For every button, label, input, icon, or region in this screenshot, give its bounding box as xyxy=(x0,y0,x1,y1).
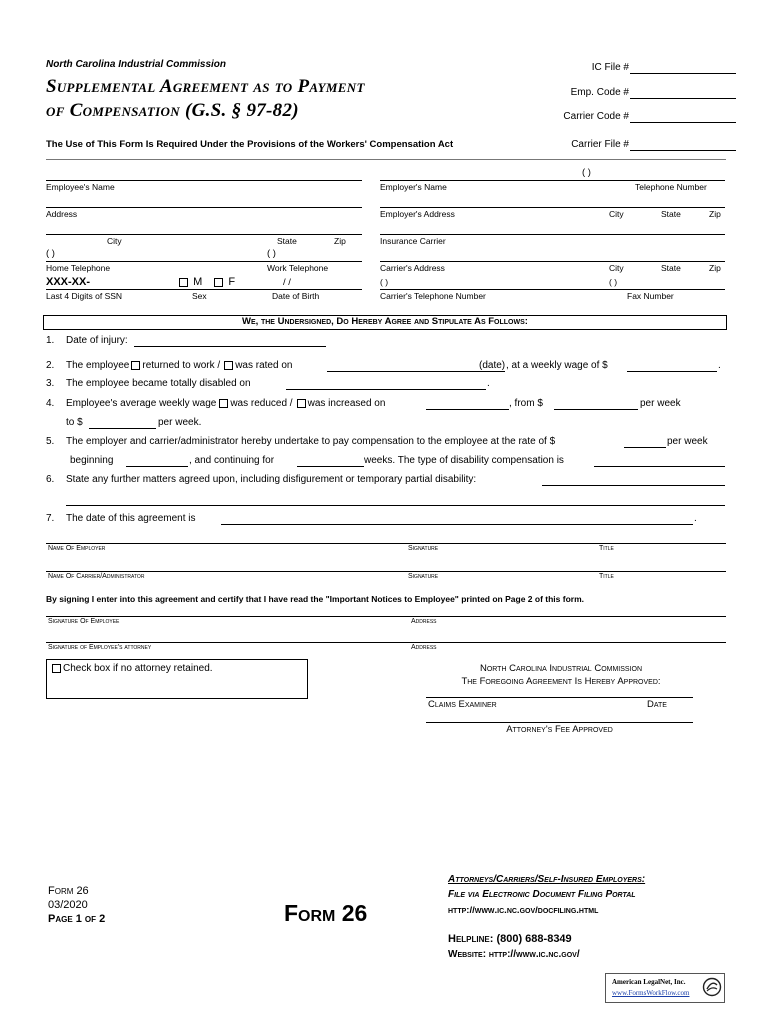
carrier-phone-parens: ( ) xyxy=(380,277,389,287)
website[interactable]: Website: http://www.ic.nc.gov/ xyxy=(448,949,580,960)
form-title-line-2: of Compensation (G.S. § 97-82) xyxy=(46,100,299,121)
item-1-label: Date of injury: xyxy=(66,335,128,346)
weeks-field[interactable] xyxy=(297,466,364,467)
agreement-date-field[interactable] xyxy=(221,524,693,525)
carrier-city-label: City xyxy=(609,263,624,273)
item-5-continuing: , and continuing for xyxy=(189,455,275,466)
fax-parens: ( ) xyxy=(609,277,618,287)
item-7-end: . xyxy=(694,513,697,524)
sex-options xyxy=(179,276,235,288)
wage-increased-checkbox[interactable] xyxy=(297,399,306,408)
sex-m-checkbox[interactable] xyxy=(179,278,188,287)
carrier-file-label: Carrier File # xyxy=(571,139,629,150)
item-2-end: . xyxy=(718,360,721,371)
beginning-date-field[interactable] xyxy=(126,466,188,467)
publisher-stamp xyxy=(605,973,725,1003)
employee-city-state-zip-field[interactable] xyxy=(46,234,362,235)
sex-label: Sex xyxy=(192,291,207,301)
carrier-phone-fax-field[interactable] xyxy=(380,289,725,290)
required-note: The Use of This Form Is Required Under the Provisions of the Workers' Compensation Act xyxy=(46,139,454,150)
wage-reduced-label: was reduced / xyxy=(230,398,293,409)
item-3-label: The employee became totally disabled on xyxy=(66,378,251,389)
item-5-number: 5. xyxy=(46,436,55,447)
file-via-portal: File via Electronic Document Filing Portal xyxy=(448,889,636,900)
attorney-address-label: Address xyxy=(411,644,437,651)
carrier-signature-line[interactable] xyxy=(46,571,726,572)
returned-to-work-label: returned to work / xyxy=(142,360,221,371)
employer-address-label: Employer's Address xyxy=(380,209,455,219)
work-telephone-label: Work Telephone xyxy=(267,263,329,273)
form-title-line-1: Supplemental Agreement as to Payment xyxy=(46,76,365,97)
employer-state-label: State xyxy=(661,209,681,219)
item-5-beginning: beginning xyxy=(70,455,114,466)
carrier-address-field[interactable] xyxy=(380,261,725,262)
returned-to-work-checkbox[interactable] xyxy=(131,361,140,370)
address-label: Address xyxy=(46,209,78,219)
item-2-text xyxy=(66,360,292,371)
item-2-lead: The employee xyxy=(66,360,130,371)
no-attorney-label: Check box if no attorney retained. xyxy=(63,663,213,674)
item-1-number: 1. xyxy=(46,335,55,346)
telephone-number-label: Telephone Number xyxy=(635,182,707,192)
item-6-label: State any further matters agreed upon, including disfigurement or temporary partial disability: xyxy=(66,474,477,485)
carrier-telephone-label: Carrier's Telephone Number xyxy=(380,291,486,301)
filers-heading: Attorneys/Carriers/Self-Insured Employers: xyxy=(448,874,646,885)
item-5-label: The employer and carrier/administrator hereby undertake to pay compensation to the employee at the rate of $ xyxy=(66,436,556,447)
employer-name-label: Employer's Name xyxy=(380,182,447,192)
form-revision: 03/2020 xyxy=(48,899,88,911)
work-phone-parens: ( ) xyxy=(267,248,276,259)
carrier-file-field[interactable] xyxy=(630,150,736,151)
wage-from-field[interactable] xyxy=(554,409,638,410)
employee-signature-label: Signature Of Employee xyxy=(48,618,120,625)
employee-state-label: State xyxy=(277,236,297,246)
employer-signature-label: Signature xyxy=(408,545,439,552)
item-4-to: to $ xyxy=(66,417,83,428)
publisher-url[interactable]: www.FormsWorkFlow.com xyxy=(612,989,690,997)
sex-m-label: M xyxy=(193,276,203,288)
attorney-fee-label: Attorney's Fee Approved xyxy=(506,724,613,735)
emp-code-label: Emp. Code # xyxy=(570,87,629,98)
attorney-signature-line[interactable] xyxy=(46,642,726,643)
item-2-date-field[interactable] xyxy=(327,371,505,372)
emp-code-field[interactable] xyxy=(630,98,736,99)
employer-phone-parens: ( ) xyxy=(582,167,591,178)
sex-f-label: F xyxy=(228,276,236,288)
item-4-per-week-2: per week. xyxy=(158,417,202,428)
attorney-signature-label: Signature of Employee's attorney xyxy=(48,644,152,651)
ssn-value: XXX-XX- xyxy=(46,276,91,288)
employee-name-label: Employee's Name xyxy=(46,182,115,192)
ic-file-field[interactable] xyxy=(630,73,736,74)
header-divider xyxy=(46,159,726,160)
item-5-weeks: weeks. The type of disability compensation is xyxy=(364,455,564,466)
telephones-field[interactable] xyxy=(46,261,362,262)
item-2-number: 2. xyxy=(46,360,55,371)
further-matters-field[interactable] xyxy=(542,485,725,486)
was-rated-label: was rated on xyxy=(235,360,293,371)
dob-slashes: / / xyxy=(283,277,291,288)
item-3-end: . xyxy=(487,378,490,389)
carrier-zip-label: Zip xyxy=(709,263,721,273)
approval-date-label: Date xyxy=(647,699,667,710)
item-4-from: , from $ xyxy=(509,398,543,409)
employee-signature-line[interactable] xyxy=(46,616,726,617)
employee-address-field[interactable] xyxy=(46,207,362,208)
claims-examiner-line[interactable] xyxy=(426,697,693,698)
wage-change-date-field[interactable] xyxy=(426,409,509,410)
ic-file-label: IC File # xyxy=(591,62,629,73)
item-2-wage-label: , at a weekly wage of $ xyxy=(506,360,608,371)
insurance-carrier-label: Insurance Carrier xyxy=(380,236,446,246)
employer-title-label: Title xyxy=(599,545,614,552)
item-4-number: 4. xyxy=(46,398,55,409)
employer-signature-line[interactable] xyxy=(46,543,726,544)
form-number-large: Form 26 xyxy=(284,900,368,926)
ssn-sex-dob-field[interactable] xyxy=(46,289,362,290)
carrier-signature-label: Signature xyxy=(408,573,439,580)
employer-name-field[interactable] xyxy=(380,180,725,181)
disability-type-field[interactable] xyxy=(594,466,725,467)
was-rated-checkbox[interactable] xyxy=(224,361,233,370)
item-4-lead: Employee's average weekly wage xyxy=(66,398,217,409)
carrier-state-label: State xyxy=(661,263,681,273)
certification-statement: By signing I enter into this agreement and certify that I have read the "Important Notices to Employee" printed on Page 2 of this form. xyxy=(46,594,584,604)
form-number: Form 26 xyxy=(48,885,89,897)
item-7-number: 7. xyxy=(46,513,55,524)
helpline: Helpline: (800) 688-8349 xyxy=(448,933,572,945)
further-matters-field-2[interactable] xyxy=(66,505,725,506)
item-6-number: 6. xyxy=(46,474,55,485)
employee-address-label: Address xyxy=(411,618,437,625)
wage-to-field[interactable] xyxy=(89,428,156,429)
commission-name: North Carolina Industrial Commission xyxy=(479,663,643,674)
sex-f-checkbox[interactable] xyxy=(214,278,223,287)
publisher-name: American LegalNet, Inc. xyxy=(612,978,686,986)
dob-label: Date of Birth xyxy=(272,291,320,301)
no-attorney-checkbox[interactable] xyxy=(52,664,61,673)
date-of-injury-field[interactable] xyxy=(134,346,326,347)
agreement-heading: We, the Undersigned, Do Hereby Agree and Stipulate As Follows: xyxy=(242,316,528,327)
employee-city-label: City xyxy=(107,236,122,246)
attorney-fee-line[interactable] xyxy=(426,722,693,723)
item-2-date-label: (date) xyxy=(479,360,506,371)
carrier-address-label: Carrier's Address xyxy=(380,263,445,273)
home-telephone-label: Home Telephone xyxy=(46,263,111,273)
wage-reduced-checkbox[interactable] xyxy=(219,399,228,408)
item-2-wage-field[interactable] xyxy=(627,371,717,372)
employer-name-label: Name Of Employer xyxy=(48,545,106,552)
carrier-code-label: Carrier Code # xyxy=(563,111,629,122)
last4-ssn-label: Last 4 Digits of SSN xyxy=(46,291,123,301)
claims-examiner-label: Claims Examiner xyxy=(428,699,497,710)
home-phone-parens: ( ) xyxy=(46,248,55,259)
total-disability-date-field[interactable] xyxy=(286,389,486,390)
compensation-rate-field[interactable] xyxy=(624,447,666,448)
filing-url[interactable]: http://www.ic.nc.gov/docfiling.html xyxy=(448,905,599,916)
agency-name: North Carolina Industrial Commission xyxy=(46,59,227,70)
approval-statement: The Foregoing Agreement Is Hereby Approved: xyxy=(461,676,661,687)
publisher-logo-icon xyxy=(702,977,722,997)
insurance-carrier-field[interactable] xyxy=(380,234,725,235)
item-4-per-week: per week xyxy=(640,398,681,409)
carrier-name-label: Name Of Carrier/Administrator xyxy=(48,573,145,580)
employee-name-field[interactable] xyxy=(46,180,362,181)
item-7-label: The date of this agreement is xyxy=(66,513,196,524)
carrier-title-label: Title xyxy=(599,573,614,580)
no-attorney-option xyxy=(52,663,213,674)
page-number: Page 1 of 2 xyxy=(48,913,106,925)
item-4-text xyxy=(66,398,385,409)
employer-zip-label: Zip xyxy=(709,209,721,219)
wage-increased-label: was increased on xyxy=(307,398,386,409)
carrier-code-field[interactable] xyxy=(630,122,736,123)
item-3-number: 3. xyxy=(46,378,55,389)
employer-address-field[interactable] xyxy=(380,207,725,208)
item-5-per-week: per week xyxy=(667,436,708,447)
employee-zip-label: Zip xyxy=(334,236,346,246)
fax-number-label: Fax Number xyxy=(627,291,674,301)
employer-city-label: City xyxy=(609,209,624,219)
